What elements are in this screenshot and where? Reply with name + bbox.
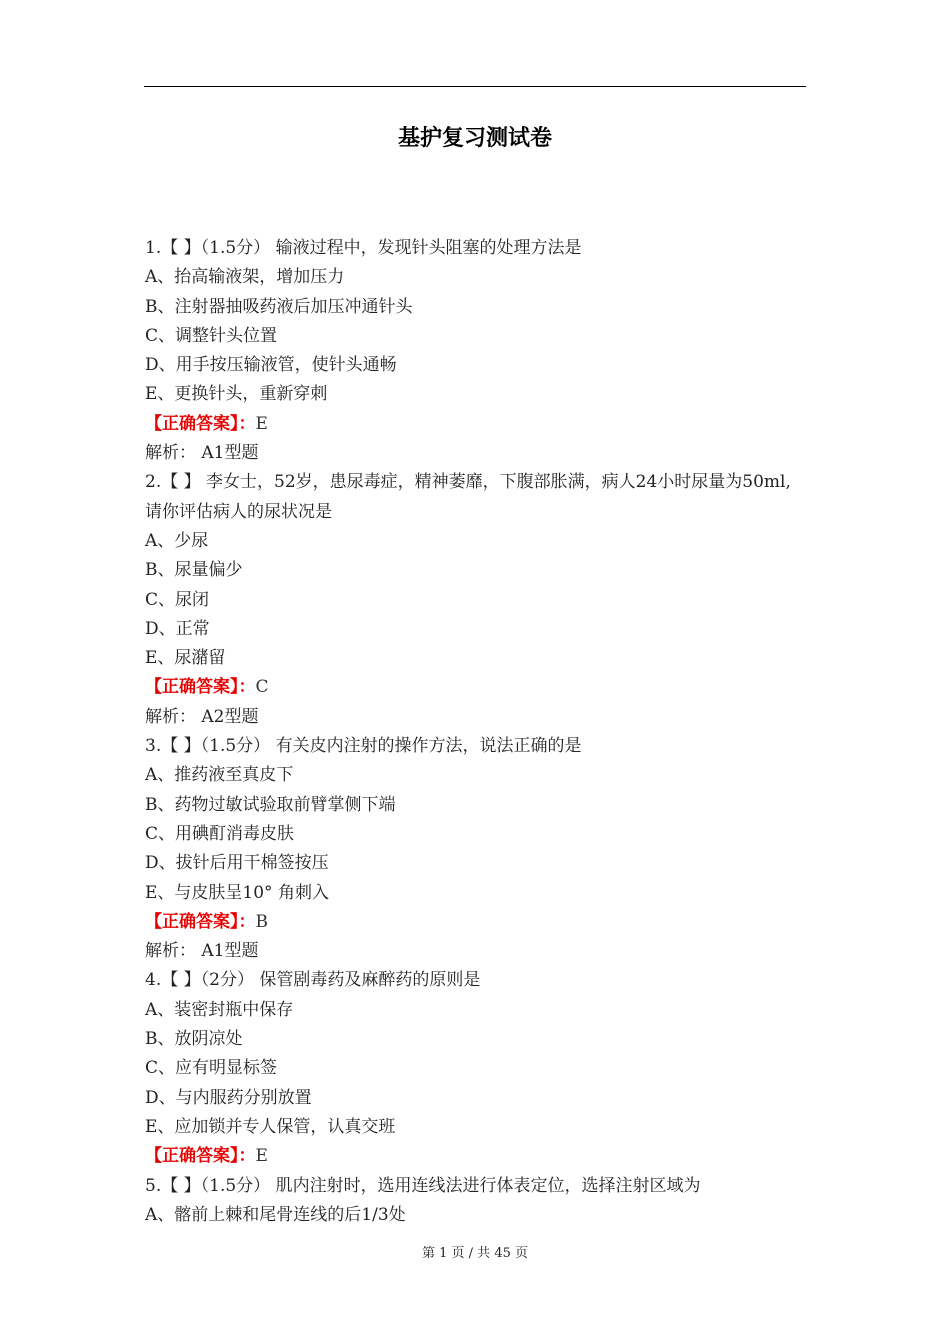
question-stem: 1.【 】（1.5分） 输液过程中，发现针头阻塞的处理方法是 (145, 238, 582, 258)
option-a: A、装密封瓶中保存 (145, 999, 294, 1020)
question-stem: 4.【 】（2分） 保管剧毒药及麻醉药的原则是 (145, 970, 481, 991)
answer-label: 【正确答案】： (145, 413, 256, 434)
option-a: A、髂前上棘和尾骨连线的后1/3处 (145, 1204, 406, 1225)
answer-value: E (255, 1146, 268, 1167)
option-b: B、注射器抽吸药液后加压冲通针头 (145, 296, 413, 317)
option-b: B、尿量偏少 (145, 560, 243, 581)
answer-label: 【正确答案】： (145, 911, 256, 932)
option-b: B、放阴凉处 (145, 1029, 243, 1050)
option-a: A、推药液至真皮下 (145, 765, 294, 786)
option-e: E、尿潴留 (145, 648, 226, 669)
answer-label: 【正确答案】： (145, 677, 256, 698)
document-title: 基护复习测试卷 (397, 126, 552, 151)
option-e: E、应加锁并专人保管，认真交班 (145, 1116, 396, 1137)
option-a: A、少尿 (145, 530, 209, 551)
answer-value: E (255, 413, 268, 434)
option-c: C、调整针头位置 (145, 325, 278, 346)
question-stem: 5.【 】（1.5分） 肌内注射时，选用连线法进行体表定位，选择注射区域为 (145, 1175, 701, 1196)
analysis: 解析： A1型题 (145, 941, 259, 962)
question-4 (145, 966, 807, 1171)
option-c: C、应有明显标签 (145, 1058, 278, 1079)
correct-answer (145, 673, 807, 702)
option-a: A、抬高输液架，增加压力 (145, 267, 345, 288)
answer-value: B (255, 911, 268, 932)
option-d: D、正常 (145, 618, 210, 639)
option-e: E、更换针头，重新穿刺 (145, 384, 328, 405)
header-rule (144, 86, 806, 87)
question-2 (145, 468, 807, 732)
option-d: D、用手按压输液管，使针头通畅 (145, 355, 397, 376)
answer-value: C (255, 677, 269, 698)
question-list (145, 234, 807, 1230)
answer-label: 【正确答案】： (145, 1146, 256, 1167)
option-c: C、用碘酊消毒皮肤 (145, 823, 295, 844)
question-1 (145, 234, 807, 468)
question-5 (145, 1172, 807, 1231)
analysis: 解析： A2型题 (145, 706, 259, 727)
question-stem: 2.【 】 李女士，52岁，患尿毒症，精神萎靡，下腹部胀满，病人24小时尿量为50ml,请你评估病人的尿状况是 (145, 472, 791, 522)
option-b: B、药物过敏试验取前臂掌侧下端 (145, 794, 396, 815)
option-d: D、与内服药分别放置 (145, 1087, 312, 1108)
correct-answer (145, 410, 807, 439)
question-stem: 3.【 】（1.5分） 有关皮内注射的操作方法，说法正确的是 (145, 736, 582, 757)
option-c: C、尿闭 (145, 589, 210, 610)
question-3 (145, 732, 807, 966)
analysis: 解析： A1型题 (145, 443, 259, 464)
correct-answer (145, 1142, 807, 1171)
option-e: E、与皮肤呈10° 角刺入 (145, 882, 329, 903)
page-footer: 第 1 页 / 共 45 页 (422, 1246, 528, 1261)
correct-answer (145, 908, 807, 937)
option-d: D、拔针后用干棉签按压 (145, 853, 329, 874)
